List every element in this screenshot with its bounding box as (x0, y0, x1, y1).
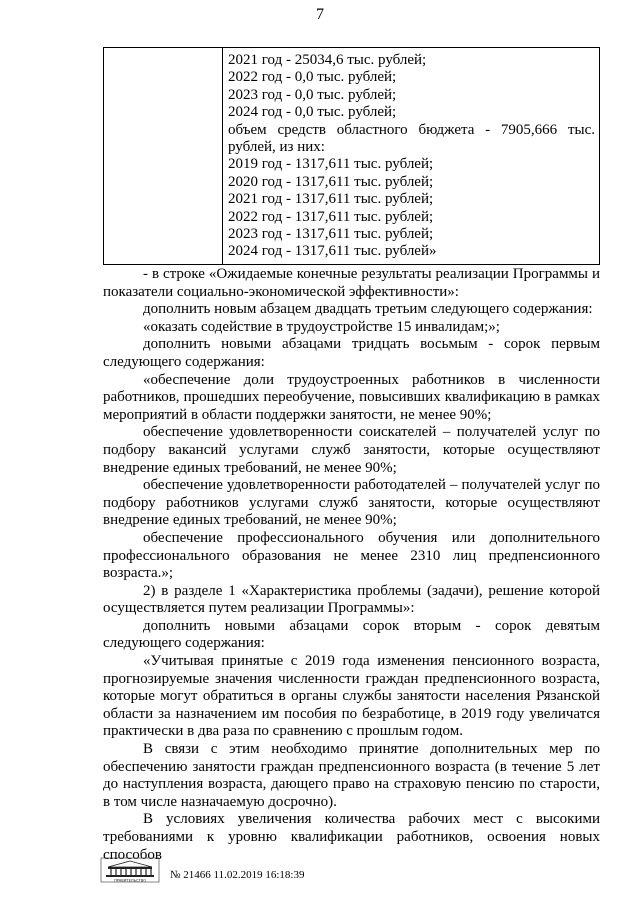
paragraph: обеспечение профессионального обучения или дополнительного профессионального образования не менее 2310 лиц предпенсионного возраста.»; (103, 529, 600, 582)
table-line: 2022 год - 0,0 тыс. рублей; (228, 69, 397, 86)
paragraph: дополнить новыми абзацами сорок вторым - сорок девятым следующего содержания: (103, 617, 600, 652)
paragraph: «обеспечение доли трудоустроенных работников в численности работников, прошедших переобучение, повысивших квалификацию в рамках мероприятий в области поддержки занятости, не менее 90%; (103, 371, 600, 423)
table-column-divider (222, 48, 223, 264)
page-number: 7 (316, 6, 324, 23)
paragraph: дополнить новым абзацем двадцать третьим следующего содержания: (143, 301, 593, 318)
paragraph: дополнить новыми абзацами тридцать восьмым - сорок первым следующего содержания: (103, 336, 600, 370)
table-line: 2021 год - 25034,6 тыс. рублей; (228, 52, 427, 68)
government-building-icon (100, 857, 160, 883)
document-footer (100, 857, 500, 897)
paragraph: В связи с этим необходимо принятие дополнительных мер по обеспечению занятости граждан предпенсионного возраста (в течение 5 лет до наступления возраста, дающего право на страховую пенсию по старости, в том числе назначаемую досрочно). (103, 741, 600, 810)
paragraph: - в строке «Ожидаемые конечные результаты реализации Программы и показатели социально-экономической эффективности»: (103, 266, 600, 300)
table-line: объем средств областного бюджета - 7905,666 тыс. рублей, из них: (228, 121, 595, 156)
funding-table (103, 47, 600, 265)
document-body (103, 266, 600, 864)
table-line: 2021 год - 1317,611 тыс. рублей; (228, 191, 434, 208)
table-line: 2024 год - 0,0 тыс. рублей; (228, 104, 397, 121)
paragraph: «Учитывая принятые с 2019 года изменения пенсионного возраста, прогнозируемые значения численности граждан предпенсионного возраста, которые могут обратиться в органы службы занятости населения Рязанской области за назначением им пособия по безработице, в 2019 году увеличатся практически в два раза по сравнению с прошлым годом. (103, 653, 600, 740)
table-line: 2023 год - 1317,611 тыс. рублей; (228, 226, 434, 243)
paragraph: «оказать содействие в трудоустройстве 15 инвалидам;»; (143, 318, 500, 335)
table-line: 2022 год - 1317,611 тыс. рублей; (228, 208, 434, 225)
table-line: 2024 год - 1317,611 тыс. рублей» (228, 243, 437, 260)
paragraph: В условиях увеличения количества рабочих мест с высокими требованиями к уровню квалификации работников, освоения новых способов (103, 811, 600, 863)
table-line: 2019 год - 1317,611 тыс. рублей; (228, 156, 434, 173)
paragraph: 2) в разделе 1 «Характеристика проблемы (задачи), решение которой осуществляется путем реализации Программы»: (103, 582, 600, 617)
paragraph: обеспечение удовлетворенности работодателей – получателей услуг по подбору работников услугами служб занятости, которые осуществляют внедрение единых требований, не менее 90%; (103, 477, 600, 529)
paragraph: обеспечение удовлетворенности соискателей – получателей услуг по подбору вакансий услугами служб занятости, которые осуществляют внедрение единых требований, не менее 90%; (103, 424, 600, 476)
table-line: 2020 год - 1317,611 тыс. рублей; (228, 173, 434, 190)
table-line: 2023 год - 0,0 тыс. рублей; (228, 86, 397, 103)
logo-caption: ПРАВИТЕЛЬСТВО (113, 878, 147, 883)
table-cell-funding (228, 52, 595, 261)
registration-stamp: № 21466 11.02.2019 16:18:39 (170, 869, 305, 881)
